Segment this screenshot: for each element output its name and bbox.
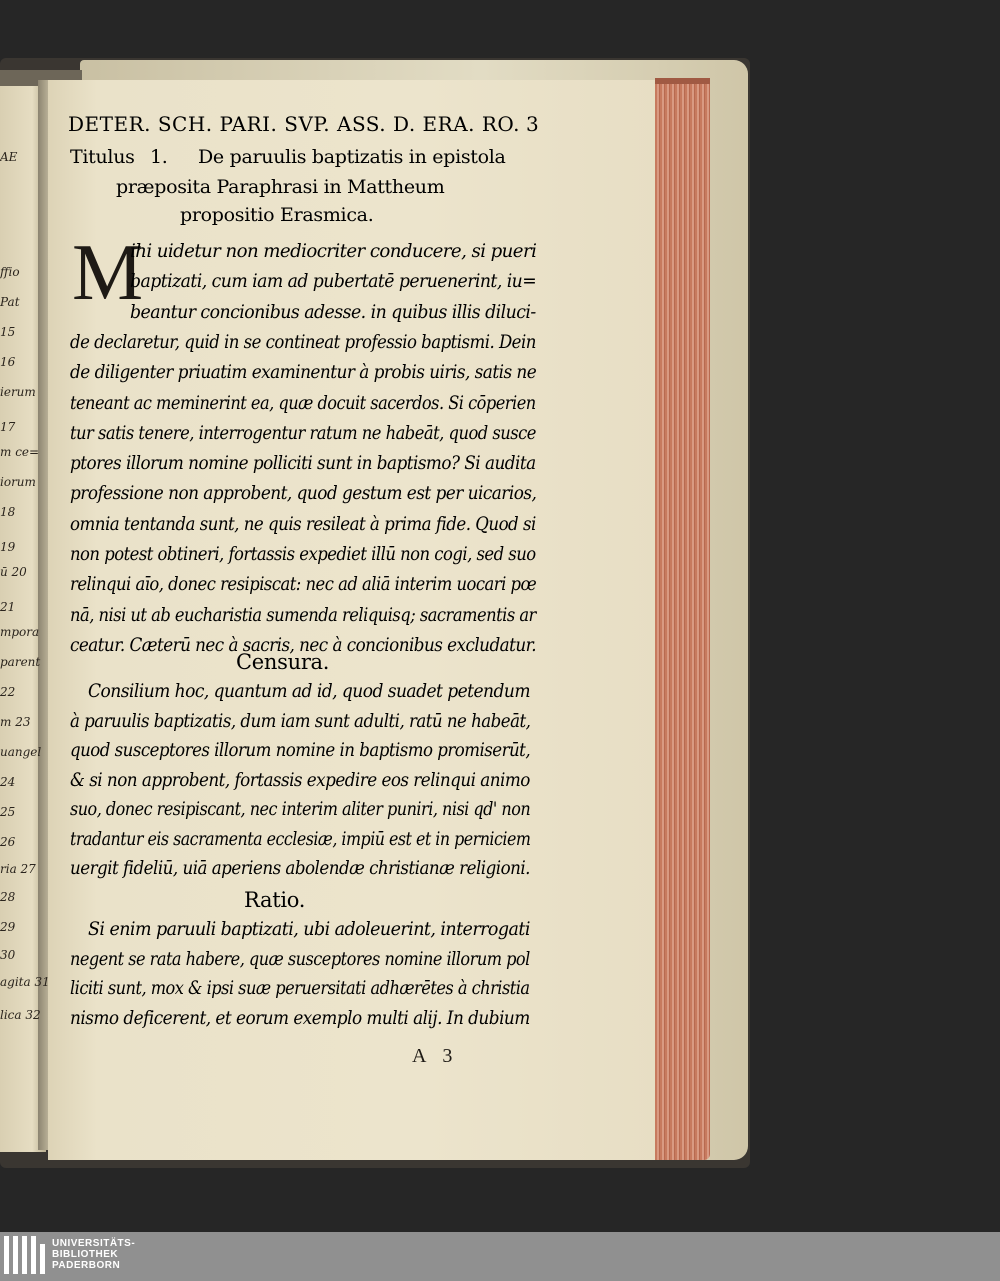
library-line-3: PADERBORN	[52, 1260, 121, 1271]
left-page-fragment: ria 27	[0, 862, 36, 876]
body-line: ihi uidetur non mediocriter conducere, si pueri	[130, 240, 537, 262]
body-line: professione non approbent, quod gestum est per uicarios,	[70, 482, 537, 505]
left-page-fragment: lica 32	[0, 1008, 41, 1022]
left-page-fragment: ffio	[0, 265, 20, 279]
left-page-fragment: 28	[0, 890, 16, 904]
left-page-fragment: uangel	[0, 745, 42, 759]
title-number: 1.	[150, 146, 168, 168]
drop-cap: M	[72, 229, 144, 317]
left-page-fragment: 17	[0, 420, 16, 434]
censura-heading: Censura.	[236, 650, 330, 674]
title-label: Titulus	[70, 146, 135, 168]
left-page-fragment: 16	[0, 355, 16, 369]
library-logo-icon	[4, 1236, 44, 1276]
left-page-fragment: AE	[0, 150, 18, 164]
left-page-fragment: iorum	[0, 475, 36, 489]
title-line-3: propositio Erasmica.	[180, 204, 374, 226]
page-edges-red	[655, 78, 710, 1160]
library-logo-text	[52, 1238, 135, 1271]
censura-line: quod susceptores illorum nomine in baptismo promiserūt,	[70, 739, 531, 761]
body-line: teneant ac meminerint ea, quæ docuit sacerdos. Si cōperien	[70, 391, 536, 414]
ratio-heading: Ratio.	[244, 888, 306, 912]
left-page-fragment: mpora	[0, 625, 40, 639]
page-edges-top	[655, 78, 710, 84]
left-page-fragment: 26	[0, 835, 16, 849]
censura-line: & si non approbent, fortassis expedire eos relinqui animo	[70, 768, 530, 791]
left-page-fragment: m 23	[0, 715, 31, 729]
body-line: beantur concionibus adesse. in quibus illis diluci-	[130, 300, 536, 323]
footer-bar	[0, 1232, 1000, 1281]
body-line: ceatur. Cæterū nec à sacris, nec à concionibus excludatur.	[70, 633, 537, 656]
left-page-fragment: 24	[0, 775, 16, 789]
body-line: ptores illorum nomine polliciti sunt in baptismo? Si audita	[70, 452, 536, 475]
left-page-fragment: agita 31	[0, 975, 50, 989]
left-page-text	[0, 120, 50, 1040]
body-line: non potest obtineri, fortassis expediet illū non cogi, sed suo	[70, 543, 536, 565]
left-page-fragment: ierum	[0, 385, 36, 399]
ratio-line: liciti sunt, mox & ipsi suæ peruersitati adhærētes à christia	[70, 977, 530, 999]
library-line-1: UNIVERSITÄTS-	[52, 1238, 136, 1249]
title-line-1: De paruulis baptizatis in epistola	[198, 146, 506, 168]
ratio-line: Si enim paruuli baptizati, ubi adoleuerint, interrogati	[88, 918, 530, 940]
left-page-fragment: 25	[0, 805, 16, 819]
censura-line: uergit fideliū, uiā aperiens abolendæ christianæ religioni.	[70, 857, 530, 879]
ratio-line: nismo deficerent, et eorum exemplo multi alij. In dubium	[70, 1006, 530, 1029]
left-page-fragment: Pat	[0, 295, 20, 309]
left-page-fragment: parent	[0, 655, 41, 669]
left-page-fragment: 19	[0, 540, 16, 554]
body-line: de diligenter priuatim examinentur à probis uiris, satis ne	[70, 361, 537, 384]
left-page-fragment: 29	[0, 920, 16, 934]
body-line: baptizati, cum iam ad pubertatē peruenerint, iu=	[130, 270, 537, 293]
left-page-fragment: ū 20	[0, 565, 27, 579]
censura-line: suo, donec resipiscant, nec interim aliter puniri, nisi qd' non	[70, 798, 531, 820]
ratio-line: negent se rata habere, quæ susceptores nomine illorum pol	[70, 947, 530, 970]
body-line: omnia tentanda sunt, ne quis resileat à prima fide. Quod si	[70, 512, 536, 535]
page-number: 3	[526, 112, 539, 136]
censura-line: à paruulis baptizatis, dum iam sunt adulti, ratū ne habeāt,	[70, 709, 531, 732]
body-line: tur satis tenere, interrogentur ratum ne habeāt, quod susce	[70, 421, 536, 444]
censura-line: Consilium hoc, quantum ad id, quod suadet petendum	[88, 680, 530, 702]
body-line: relinqui aīo, donec resipiscat: nec ad aliā interim uocari pœ	[70, 573, 537, 596]
left-page-fragment: 21	[0, 600, 16, 614]
left-page-fragment: m ce=	[0, 445, 40, 459]
body-line: nā, nisi ut ab eucharistia sumenda reliquisq; sacramentis ar	[70, 603, 536, 626]
left-page-fragment: 18	[0, 505, 16, 519]
left-page-fragment: 22	[0, 685, 16, 699]
left-page-fragment: 30	[0, 948, 16, 962]
title-line-2: præposita Paraphrasi in Mattheum	[116, 176, 445, 198]
library-line-2: BIBLIOTHEK	[52, 1249, 119, 1260]
left-page-fragment: 15	[0, 325, 16, 339]
signature-mark: A 3	[412, 1045, 459, 1067]
censura-line: tradantur eis sacramenta ecclesiæ, impiū est et in perniciem	[70, 827, 531, 850]
body-line: de declaretur, quid in se contineat professio baptismi. Dein	[70, 330, 536, 353]
running-title: DETER. SCH. PARI. SVP. ASS. D. ERA. RO.	[68, 112, 520, 136]
